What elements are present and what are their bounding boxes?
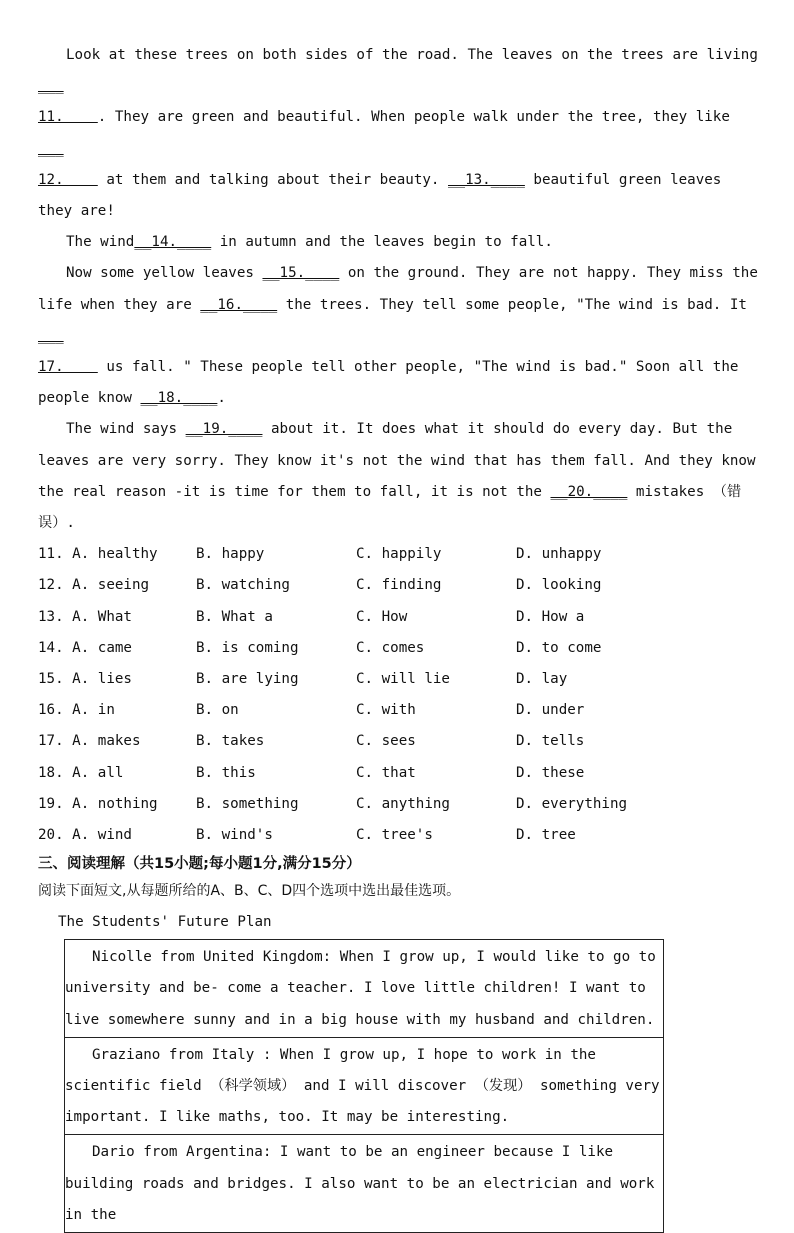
plan-cell-nicolle [65, 940, 663, 1037]
blank-16: __16.____ [200, 296, 278, 313]
passage-text: about it. It does what it should do every day. But the leaves are very sorry. They know it's not the wind that has them fall. And they know the real reason -it is time for them to fall, it is not the [38, 421, 756, 500]
passage-text: us fall. " These people tell other people, "The wind is bad." Soon all the people know [38, 359, 739, 407]
plan-cell-graziano [65, 1037, 663, 1135]
question-options-18 [38, 758, 758, 789]
option-b: B. is coming [196, 639, 299, 656]
passage-text: beautiful green leaves they are! [38, 171, 722, 220]
passage-text: at them and talking about their beauty. [97, 171, 449, 188]
option-a: 19. A. nothing [38, 795, 158, 812]
option-a: 20. A. wind [38, 826, 132, 843]
option-c: C. will lie [356, 671, 450, 687]
question-options-14 [38, 633, 758, 664]
passage-text: . [217, 390, 226, 407]
question-options-17 [38, 726, 758, 757]
option-d: D. lay [516, 671, 568, 687]
plan-text: Nicolle from United Kingdom: When I grow up, I would like to go to university and be- come a teacher. I love little children! I want to live somewhere sunny and in a big house with my husband and children. [65, 949, 656, 1028]
question-options-12 [38, 570, 758, 601]
option-d: D. these [516, 764, 585, 781]
option-a: 16. A. in [38, 702, 115, 719]
option-c: C. comes [356, 639, 425, 656]
options-list [38, 539, 758, 851]
passage-text: Now some yellow leaves [66, 265, 263, 282]
passage-text: . They are green and beautiful. When people walk under the tree, they like [97, 109, 730, 126]
option-c: C. that [356, 764, 416, 781]
blank-12-line: ___ [38, 140, 64, 157]
option-a: 14. A. came [38, 639, 132, 656]
future-plan-table [64, 939, 664, 1233]
plan-cell-dario [65, 1134, 663, 1232]
option-b: B. watching [196, 577, 290, 594]
option-c: C. tree's [356, 826, 433, 843]
passage-paragraph-3 [38, 258, 758, 414]
option-c: C. How [356, 608, 408, 625]
option-a: 12. A. seeing [38, 577, 150, 594]
plan-text: Graziano from Italy : When I grow up, I hope to work in the scientific field （科学领域） and I will discover （发现） something very important. I like maths, too. It may be interesting. [65, 1046, 660, 1126]
option-d: D. unhappy [516, 546, 602, 563]
blank-11: 11. [38, 109, 98, 126]
passage-text: Look at these trees on both sides of the road. The leaves on the trees are living [66, 47, 758, 63]
option-b: B. on [196, 702, 239, 719]
option-d: D. everything [516, 795, 628, 812]
blank-19: __19.____ [185, 421, 263, 438]
option-d: D. tree [516, 826, 576, 843]
passage-text: the trees. They tell some people, "The wind is bad. It [277, 296, 747, 313]
option-a: 18. A. all [38, 764, 124, 781]
passage-paragraph-2 [38, 227, 758, 258]
blank-20: __20.____ [550, 483, 628, 500]
option-b: B. wind's [196, 826, 273, 843]
passage-text: mistakes （错误）. [38, 483, 742, 532]
option-a: 11. A. healthy [38, 546, 158, 563]
option-b: B. happy [196, 546, 265, 563]
option-d: D. How a [516, 608, 585, 625]
option-b: B. something [196, 795, 299, 812]
option-d: D. looking [516, 577, 602, 594]
section-heading: 三、阅读理解（共15小题;每小题1分,满分15分） [38, 856, 361, 873]
blank-15: __15.____ [262, 265, 340, 282]
question-options-16 [38, 695, 758, 726]
option-a: 15. A. lies [38, 671, 132, 687]
option-b: B. What a [196, 608, 273, 625]
option-d: D. tells [516, 733, 585, 750]
blank-11-line: ___ [38, 78, 64, 95]
question-options-13 [38, 602, 758, 633]
passage-text: in autumn and the leaves begin to fall. [211, 234, 553, 251]
blank-14: __14.____ [134, 234, 212, 251]
passage-text: on the ground. They are not happy. They miss the life when they are [38, 265, 758, 313]
option-d: D. under [516, 702, 585, 719]
blank-18: __18.____ [140, 390, 218, 407]
passage-text: The wind says [66, 421, 186, 438]
question-options-20 [38, 820, 758, 851]
passage-paragraph-4 [38, 414, 758, 539]
option-b: B. are lying [196, 671, 299, 687]
blank-12: 12. [38, 171, 98, 188]
section-instruction: 阅读下面短文,从每题所给的A、B、C、D四个选项中选出最佳选项。 [38, 883, 461, 900]
blank-17-line: ___ [38, 327, 64, 344]
question-options-15 [38, 664, 758, 695]
option-d: D. to come [516, 639, 602, 656]
blank-17: 17. [38, 359, 98, 376]
option-c: C. sees [356, 733, 416, 750]
option-a: 17. A. makes [38, 733, 141, 750]
option-b: B. this [196, 764, 256, 781]
question-options-11 [38, 539, 758, 570]
option-b: B. takes [196, 733, 265, 750]
passage-title: The Students' Future Plan [58, 914, 272, 931]
exam-page [38, 40, 758, 1233]
question-options-19 [38, 789, 758, 820]
option-c: C. anything [356, 795, 450, 812]
passage-paragraph-1 [38, 40, 758, 227]
plan-text: Dario from Argentina: I want to be an engineer because I like building roads and bridges. I also want to be an electrician and work in the [65, 1144, 655, 1223]
option-c: C. happily [356, 546, 442, 563]
option-c: C. finding [356, 577, 442, 594]
passage-text: The wind [66, 234, 135, 251]
option-a: 13. A. What [38, 608, 132, 625]
blank-13: __13.____ [448, 171, 525, 188]
option-c: C. with [356, 702, 416, 719]
